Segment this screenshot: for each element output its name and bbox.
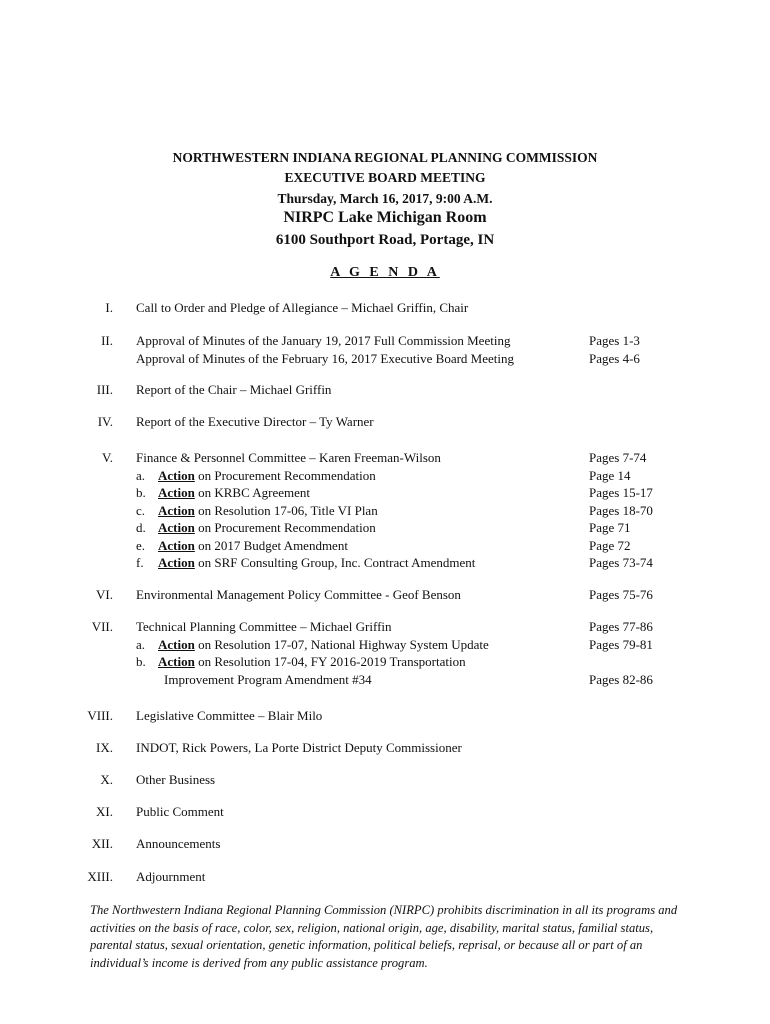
item-text: Adjournment [136, 869, 206, 884]
sub-text: on SRF Consulting Group, Inc. Contract Amendment [194, 555, 476, 570]
action-label: Action [158, 555, 195, 570]
sub-letter: a. [136, 636, 146, 652]
sub-text: on Resolution 17-06, Title VI Plan [194, 502, 378, 518]
sub-item [136, 653, 576, 671]
item-pages: Page 72 [589, 537, 631, 553]
sub-item [136, 636, 576, 654]
item-number: VIII. [87, 708, 113, 723]
item-pages: Pages 18-70 [589, 502, 653, 518]
item-number: IX. [96, 740, 113, 755]
item-pages: Pages 73-74 [589, 555, 653, 570]
item-text: Other Business [136, 772, 216, 787]
item-pages: Pages 79-81 [589, 636, 653, 652]
item-number: I. [105, 300, 113, 315]
sub-item [136, 554, 576, 572]
item-number: IV. [97, 414, 113, 429]
item-number: II. [101, 333, 113, 348]
meeting-room: NIRPC Lake Michigan Room [283, 209, 487, 226]
item-number: VI. [96, 587, 113, 602]
action-label: Action [158, 636, 195, 652]
sub-text: on Resolution 17-04, FY 2016-2019 Transportation [194, 654, 466, 669]
item-text: Finance & Personnel Committee – Karen Freeman-Wilson [136, 450, 441, 465]
sub-item [136, 467, 576, 485]
sub-text: on Procurement Recommendation [194, 520, 376, 535]
item-number: XII. [91, 836, 113, 851]
sub-text: on Procurement Recommendation [194, 467, 376, 483]
item-pages: Pages 77-86 [589, 619, 653, 634]
action-label: Action [158, 537, 195, 553]
item-pages: Pages 7-74 [589, 450, 647, 465]
item-pages: Pages 75-76 [589, 587, 653, 602]
sub-letter: a. [136, 467, 146, 483]
item-pages: Pages 1-3 [589, 333, 640, 348]
org-name: NORTHWESTERN INDIANA REGIONAL PLANNING COMMISSION [172, 150, 598, 165]
sub-item [136, 537, 576, 555]
nondiscrimination-disclaimer: The Northwestern Indiana Regional Planning Commission (NIRPC) prohibits discrimination in all its programs and activities on the basis of race, color, sex, religion, national origin, age, disability, marital status, familial status, parental status, sexual orientation, genetic information, political beliefs, reprisal, or because all or part of an individual’s income is derived from any public assistance program. [90, 903, 678, 970]
action-label: Action [158, 520, 195, 535]
item-number: V. [102, 450, 113, 465]
item-text: Technical Planning Committee – Michael Griffin [136, 619, 392, 634]
item-text: Legislative Committee – Blair Milo [136, 708, 323, 723]
item-pages: Page 14 [589, 467, 631, 483]
sub-letter: b. [136, 654, 146, 669]
item-number: XIII. [87, 869, 113, 884]
item-text: Report of the Chair – Michael Griffin [136, 382, 332, 397]
sub-letter: e. [136, 537, 146, 553]
item-text: Public Comment [136, 804, 224, 819]
sub-letter: b. [136, 485, 146, 500]
item-text: Approval of Minutes of the February 16, 2017 Executive Board Meeting [136, 350, 514, 366]
action-label: Action [158, 502, 195, 518]
action-label: Action [158, 467, 195, 483]
sub-letter: f. [136, 555, 144, 570]
sub-letter: d. [136, 520, 146, 535]
sub-text: on 2017 Budget Amendment [194, 537, 348, 553]
item-text: Environmental Management Policy Committee - Geof Benson [136, 587, 461, 602]
item-pages: Pages 15-17 [589, 485, 653, 500]
sub-item [136, 484, 576, 502]
action-label: Action [158, 654, 195, 669]
meeting-name: EXECUTIVE BOARD MEETING [284, 170, 486, 185]
item-number: XI. [96, 804, 113, 819]
item-text: Report of the Executive Director – Ty Warner [136, 414, 374, 429]
item-text: Announcements [136, 836, 221, 851]
sub-text: on Resolution 17-07, National Highway System Update [194, 636, 489, 652]
item-text: Approval of Minutes of the January 19, 2017 Full Commission Meeting [136, 333, 511, 348]
sub-item-continuation: Improvement Program Amendment #34 [164, 671, 372, 687]
item-pages [589, 653, 709, 671]
item-number: III. [96, 382, 113, 397]
action-label: Action [158, 485, 195, 500]
sub-letter: c. [136, 502, 146, 518]
item-pages: Pages 82-86 [589, 671, 653, 687]
sub-item [136, 502, 576, 520]
agenda-title: A G E N D A [330, 265, 440, 280]
item-text: INDOT, Rick Powers, La Porte District Deputy Commissioner [136, 740, 462, 755]
item-number: X. [100, 772, 113, 787]
item-pages: Page 71 [589, 520, 631, 535]
sub-item [136, 519, 576, 537]
meeting-address: 6100 Southport Road, Portage, IN [275, 232, 495, 248]
item-text: Call to Order and Pledge of Allegiance – Michael Griffin, Chair [136, 300, 469, 315]
item-number: VII. [91, 619, 113, 634]
sub-text: on KRBC Agreement [194, 485, 311, 500]
meeting-date: Thursday, March 16, 2017, 9:00 A.M. [277, 191, 493, 206]
item-pages: Pages 4-6 [589, 350, 640, 366]
